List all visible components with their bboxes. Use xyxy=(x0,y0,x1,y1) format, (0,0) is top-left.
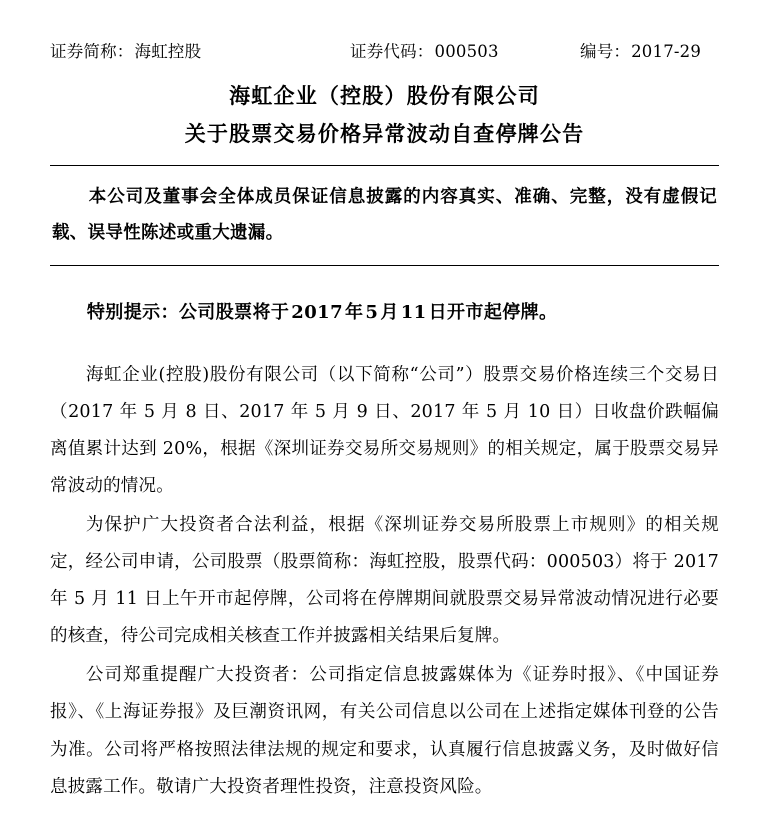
announcement-number-value: 2017-29 xyxy=(631,42,702,61)
disclaimer-box xyxy=(50,165,719,267)
announcement-body xyxy=(50,357,719,806)
special-notice xyxy=(50,296,719,330)
company-name-title: 海虹企业（控股）股份有限公司 xyxy=(229,83,540,108)
paragraph-abnormal-fluctuation: 海虹企业(控股)股份有限公司（以下简称“公司”）股票交易价格连续三个交易日（2017 年 5 月 8 日、2017 年 5 月 9 日、2017 年 5 月 10 日）日收盘价跌幅偏离值累计达到 20%，根据《深圳证券交易所交易规则》的相关规定，属于股票交易异常波动的情况。 xyxy=(50,364,719,496)
special-notice-day: 11 xyxy=(400,302,427,324)
stock-code-value: 000503 xyxy=(434,42,499,61)
stock-abbreviation-value: 海虹控股 xyxy=(134,42,202,61)
announcement-subject-title: 关于股票交易价格异常波动自查停牌公告 xyxy=(184,121,585,147)
announcement-number-label: 编号： xyxy=(580,42,631,61)
paragraph-suspension: 为保护广大投资者合法利益，根据《深圳证券交易所股票上市规则》的相关规定，经公司申请，公司股票（股票简称：海虹控股，股票代码：000503）将于 2017 年 5 月 11 日上午开市起停牌，公司将在停牌期间就股票交易异常波动情况进行必要的核查，待公司完成相关核查工作并披露相关结果后复牌。 xyxy=(50,515,719,647)
special-notice-prefix: 特别提示：公司股票将于 xyxy=(86,302,290,324)
stock-abbreviation-label: 证券简称： xyxy=(50,42,134,61)
special-notice-year-unit: 年 xyxy=(345,302,364,324)
stock-code-label: 证券代码： xyxy=(350,42,434,61)
paragraph-media-reminder: 公司郑重提醒广大投资者：公司指定信息披露媒体为《证券时报》、《中国证券报》、《上海证券报》及巨潮资讯网，有关公司信息以公司在上述指定媒体刊登的公告为准。公司将严格按照法律法规的规定和要求，认真履行信息披露义务，及时做好信息披露工作。敬请广大投资者理性投资，注意投资风险。 xyxy=(50,665,719,797)
special-notice-month-unit: 月 xyxy=(380,302,399,324)
document-header-meta xyxy=(50,0,719,62)
disclaimer-text: 本公司及董事会全体成员保证信息披露的内容真实、准确、完整，没有虚假记载、误导性陈述或重大遗漏。 xyxy=(52,186,717,243)
announcement-number-field xyxy=(580,38,719,62)
special-notice-year: 2017 xyxy=(291,302,343,324)
special-notice-month: 5 xyxy=(365,302,379,324)
stock-abbreviation-field xyxy=(50,38,350,62)
stock-code-field xyxy=(350,38,580,62)
special-notice-day-unit: 日 xyxy=(428,302,448,324)
special-notice-suffix: 开市起停牌。 xyxy=(447,302,558,324)
